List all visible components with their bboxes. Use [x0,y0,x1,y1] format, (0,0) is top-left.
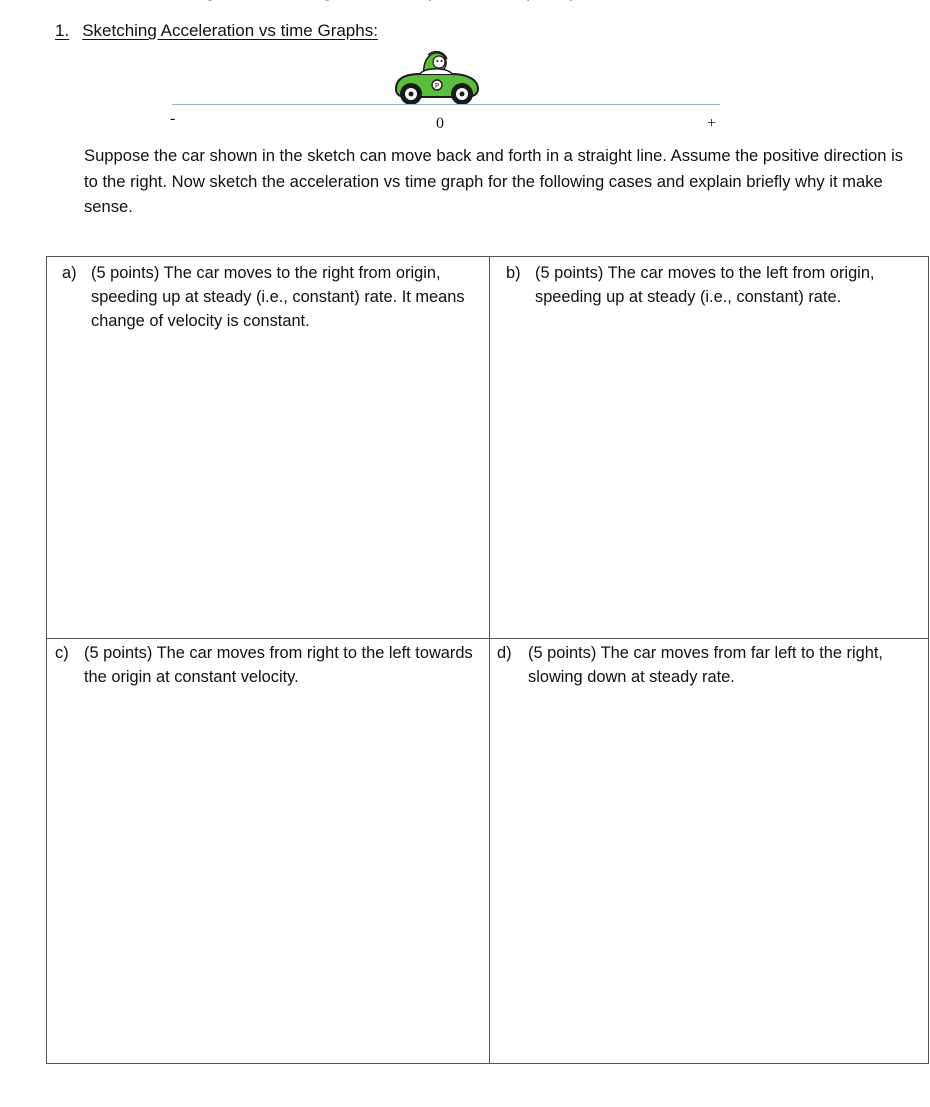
case-b-text: (5 points) The car moves to the left from origin, speeding up at steady (i.e., constant) rate. [535,264,875,306]
section-title: Sketching Acceleration vs time Graphs: [82,21,378,40]
case-d-text: (5 points) The car moves from far left to the right, slowing down at steady rate. [528,644,883,686]
case-a-text: (5 points) The car moves to the right from origin, speeding up at steady (i.e., constant) rate. It means change of velocity is constant. [91,264,465,330]
case-c [55,641,480,689]
minus-label: - [170,110,176,127]
grid-horizontal-divider [47,638,928,639]
svg-text:P: P [434,82,440,90]
answer-grid [46,256,929,1064]
case-a [62,261,487,333]
case-b [506,261,926,309]
section-number: 1. [55,21,70,40]
zero-label: 0 [436,115,444,132]
case-b-letter: b) [506,264,521,282]
race-car-illustration [392,47,482,107]
grid-vertical-divider [489,257,490,1063]
number-line [172,104,720,105]
case-d [497,641,922,689]
case-c-text: (5 points) The car moves from right to the left towards the origin at constant velocity. [84,644,473,686]
intro-paragraph: Suppose the car shown in the sketch can move back and forth in a straight line. Assume the positive direction is to the right. Now sketch the acceleration vs time graph for the following cases and explain briefly why it make sense. [84,146,904,216]
case-c-letter: c) [55,644,69,662]
plus-label: + [707,115,717,132]
case-a-letter: a) [62,264,77,282]
section-heading [55,21,378,41]
case-d-letter: d) [497,644,512,662]
cut-off-text-line [55,0,885,1]
